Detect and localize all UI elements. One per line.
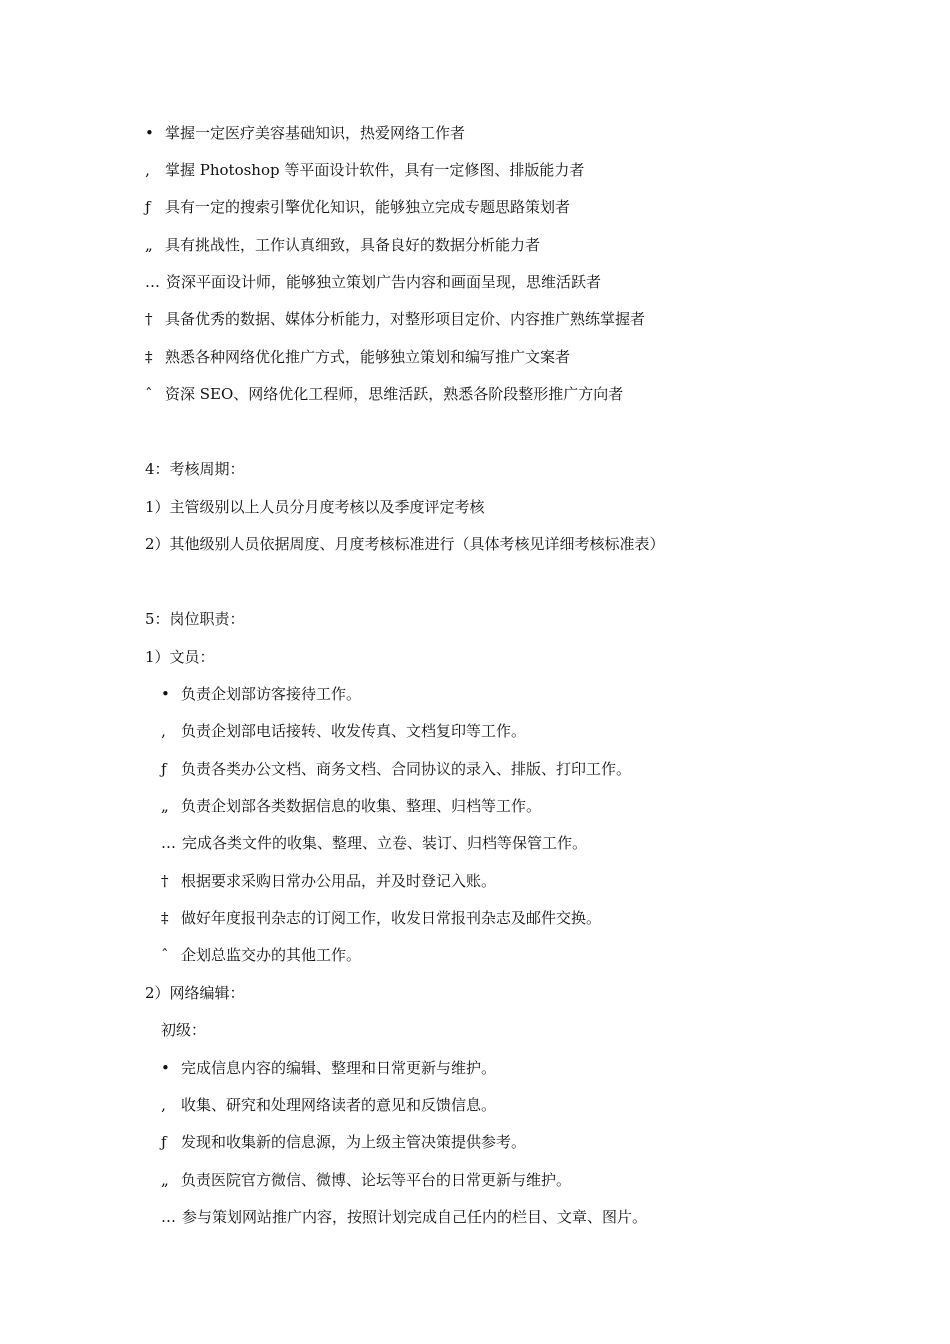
duty-item (161, 944, 361, 966)
duty-text: 根据要求采购日常办公用品，并及时登记入账。 (181, 872, 497, 890)
qualification-text: 熟悉各种网络优化推广方式，能够独立策划和编写推广文案者 (165, 348, 571, 366)
duty-item (161, 870, 496, 892)
list-marker: ‡ (161, 909, 169, 927)
duty-text: 发现和收集新的信息源，为上级主管决策提供参考。 (181, 1133, 527, 1151)
list-marker: ‡ (145, 348, 153, 366)
duty-text: 收集、研究和处理网络读者的意见和反馈信息。 (181, 1096, 497, 1114)
list-marker: † (161, 872, 169, 890)
duty-text: 负责企划部访客接待工作。 (181, 685, 362, 703)
qualification-text: 资深 SEO、网络优化工程师，思维活跃，熟悉各阶段整形推广方向者 (165, 385, 624, 403)
duty-text: 完成各类文件的收集、整理、立卷、装订、归档等保管工作。 (182, 834, 588, 852)
list-marker: ˆ (145, 385, 153, 403)
list-marker: ƒ (161, 1133, 167, 1151)
duty-item (161, 1206, 647, 1228)
qualification-text: 掌握 Photoshop 等平面设计软件，具有一定修图、排版能力者 (165, 161, 585, 179)
qualification-item (145, 308, 645, 330)
assessment-item: 1）主管级别以上人员分月度考核以及季度评定考核 (145, 498, 485, 516)
level-label-junior: 初级： (161, 1021, 207, 1039)
duty-item (161, 683, 361, 705)
duty-text: 做好年度报刊杂志的订阅工作，收发日常报刊杂志及邮件交换。 (181, 909, 602, 927)
list-marker: „ (161, 1171, 169, 1189)
qualification-item (145, 196, 570, 218)
list-marker: • (145, 124, 154, 142)
list-marker: „ (161, 797, 169, 815)
duty-item (161, 1057, 496, 1079)
section-heading-job-duties: 5：岗位职责： (145, 610, 245, 628)
duty-text: 负责医院官方微信、微博、论坛等平台的日常更新与维护。 (181, 1171, 572, 1189)
list-marker: … (145, 273, 160, 291)
duty-item (161, 1131, 526, 1153)
duty-text: 负责企划部电话接转、收发传真、文档复印等工作。 (181, 722, 527, 740)
qualification-item (145, 346, 570, 368)
list-marker: ‚ (145, 161, 150, 179)
qualification-item (145, 122, 465, 144)
duty-text: 完成信息内容的编辑、整理和日常更新与维护。 (181, 1059, 497, 1077)
subheading-web-editor: 2）网络编辑： (145, 984, 245, 1002)
duty-text: 负责各类办公文档、商务文档、合同协议的录入、排版、打印工作。 (181, 760, 632, 778)
list-marker: … (161, 834, 176, 852)
list-marker: • (161, 685, 170, 703)
list-marker: ƒ (161, 760, 167, 778)
duty-item (161, 758, 631, 780)
qualification-text: 具备优秀的数据、媒体分析能力，对整形项目定价、内容推广熟练掌握者 (165, 310, 646, 328)
assessment-item: 2）其他级别人员依据周度、月度考核标准进行（具体考核见详细考核标准表） (145, 535, 665, 553)
duty-item (161, 907, 601, 929)
qualification-text: 具有挑战性，工作认真细致，具备良好的数据分析能力者 (165, 236, 541, 254)
duty-item (161, 720, 526, 742)
duty-item (161, 1094, 496, 1116)
qualification-item (145, 159, 584, 181)
duty-item (161, 795, 541, 817)
qualification-text: 具有一定的搜索引擎优化知识，能够独立完成专题思路策划者 (165, 198, 571, 216)
list-marker: † (145, 310, 153, 328)
list-marker: • (161, 1059, 170, 1077)
list-marker: … (161, 1208, 176, 1226)
duty-item (161, 832, 587, 854)
list-marker: ƒ (145, 198, 151, 216)
list-marker: ˆ (161, 946, 169, 964)
qualification-item (145, 271, 601, 293)
qualification-item (145, 234, 540, 256)
qualification-text: 掌握一定医疗美容基础知识，热爱网络工作者 (165, 124, 466, 142)
duty-text: 负责企划部各类数据信息的收集、整理、归档等工作。 (181, 797, 542, 815)
section-heading-assessment-cycle: 4：考核周期： (145, 460, 245, 478)
list-marker: ‚ (161, 1096, 166, 1114)
list-marker: ‚ (161, 722, 166, 740)
qualification-text: 资深平面设计师，能够独立策划广告内容和画面呈现，思维活跃者 (166, 273, 602, 291)
list-marker: „ (145, 236, 153, 254)
duty-item (161, 1169, 571, 1191)
qualification-item (145, 383, 623, 405)
duty-text: 参与策划网站推广内容，按照计划完成自己任内的栏目、文章、图片。 (182, 1208, 648, 1226)
duty-text: 企划总监交办的其他工作。 (181, 946, 362, 964)
subheading-clerk: 1）文员： (145, 648, 215, 666)
